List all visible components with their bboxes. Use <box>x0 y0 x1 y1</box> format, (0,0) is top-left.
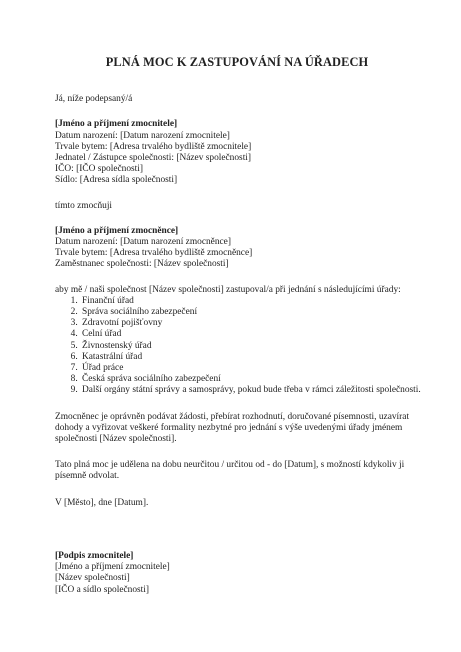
document-title: PLNÁ MOC K ZASTUPOVÁNÍ NA ÚŘADECH <box>105 55 369 69</box>
offices-intro: aby mě / naši společnost [Název společnosti] zastupoval/a při jednání s následujícími úřady: <box>55 284 401 295</box>
principal-block <box>55 119 421 186</box>
intro-line: Já, níže podepsaný/á <box>55 94 133 105</box>
validity-paragraph: Tato plná moc je udělena na dobu neurčitou / určitou od - do [Datum], s možností kdykoliv ji písemně odvolat. <box>55 460 405 482</box>
list-item: 7. Úřad práce <box>80 363 421 374</box>
list-item: 2. Správa sociálního zabezpečení <box>80 307 421 318</box>
signature-name: [Jméno a příjmení zmocnitele] <box>55 562 170 573</box>
agent-birth: Datum narození: [Datum narození zmocněnce] <box>55 237 231 248</box>
principal-name: [Jméno a příjmení zmocnitele] <box>55 119 178 130</box>
principal-role: Jednatel / Zástupce společnosti: [Název společnosti] <box>55 153 252 164</box>
powers-paragraph: Zmocněnec je oprávněn podávat žádosti, přebírat rozhodnutí, doručované písemnosti, uzavírat dohody a vyřizovat veškeré formality nezbytné pro jednání s výše uvedenými úřady jménem společnosti [Název společnosti]. <box>55 411 410 445</box>
signature-block <box>55 551 421 596</box>
agent-name: [Jméno a příjmení zmocněnce] <box>55 225 179 236</box>
connector-line: tímto zmocňuji <box>55 200 113 211</box>
principal-residence: Trvale bytem: [Adresa trvalého bydliště zmocnitele] <box>55 141 252 152</box>
list-item: 6. Katastrální úřad <box>80 352 421 363</box>
list-item: 5. Živnostenský úřad <box>80 341 421 352</box>
signature-company: [Název společnosti] <box>55 573 130 584</box>
list-item: 8. Česká správa sociálního zabezpečení <box>80 374 421 385</box>
place-date-line: V [Město], dne [Datum]. <box>55 497 149 508</box>
principal-ico: IČO: [IČO společnosti] <box>55 164 144 175</box>
agent-employee: Zaměstnanec společnosti: [Název společnosti] <box>55 259 229 270</box>
list-item: 9. Další orgány státní správy a samosprávy, pokud bude třeba v rámci záležitosti společnosti. <box>80 385 421 396</box>
list-item: 4. Celní úřad <box>80 329 421 340</box>
offices-list <box>55 296 421 397</box>
list-item: 1. Finanční úřad <box>80 296 421 307</box>
signature-heading: [Podpis zmocnitele] <box>55 550 134 561</box>
signature-ico-seat: [IČO a sídlo společnosti] <box>55 584 149 595</box>
principal-birth: Datum narození: [Datum narození zmocnitele] <box>55 130 230 141</box>
agent-residence: Trvale bytem: [Adresa trvalého bydliště zmocněnce] <box>55 248 253 259</box>
principal-seat: Sídlo: [Adresa sídla společnosti] <box>55 175 178 186</box>
agent-block <box>55 226 421 271</box>
list-item: 3. Zdravotní pojišťovny <box>80 318 421 329</box>
